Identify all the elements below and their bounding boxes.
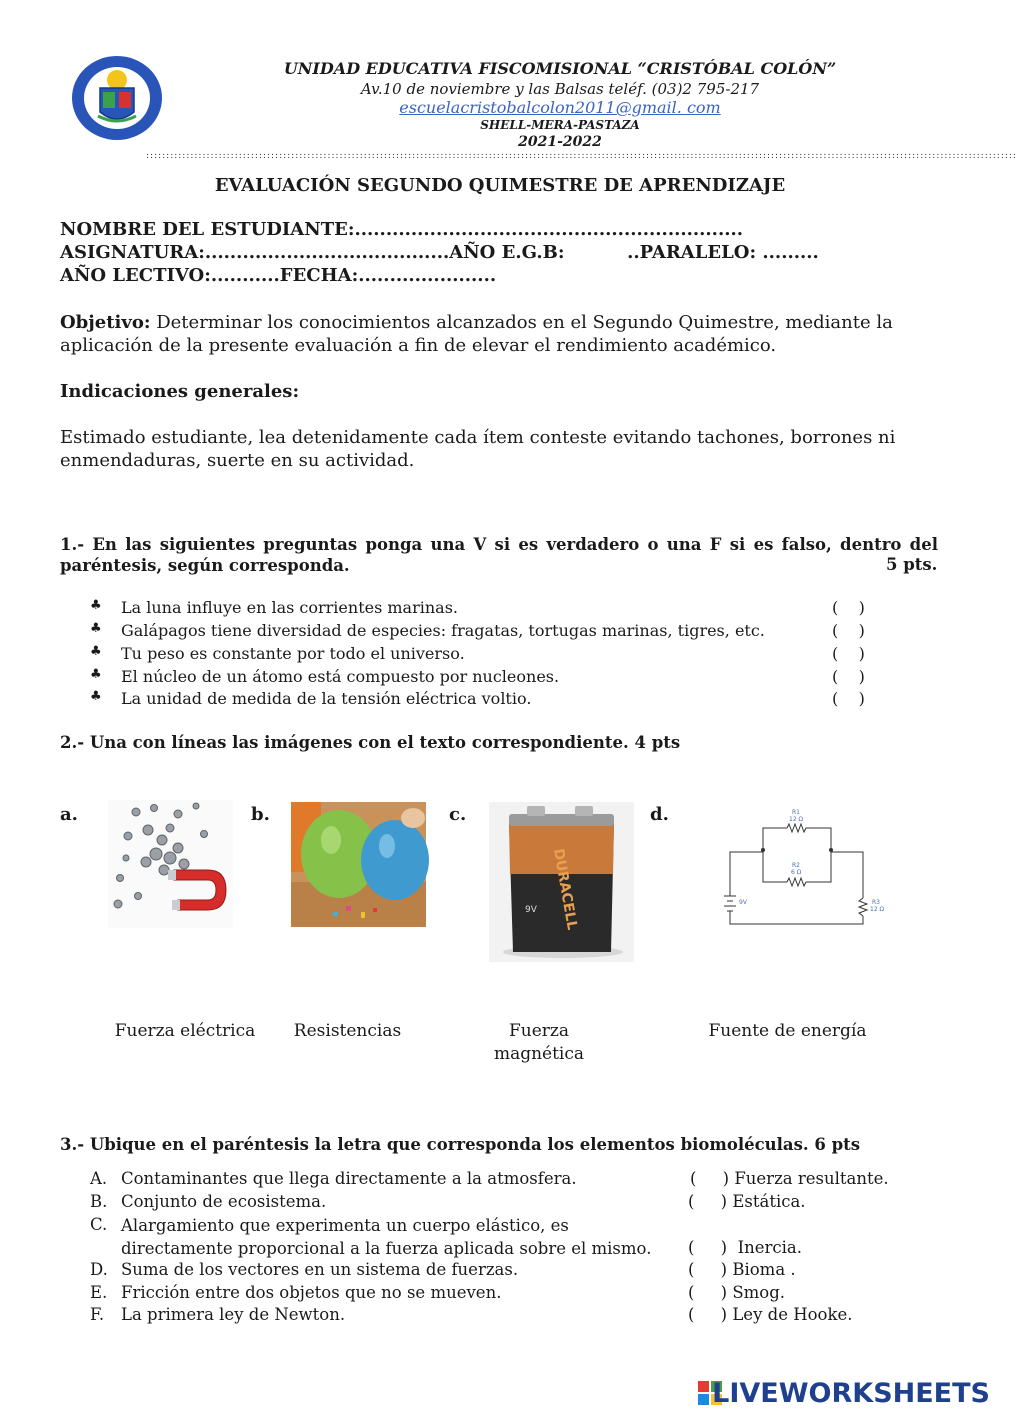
answer-box[interactable]: ( ) Fuerza resultante.	[690, 1169, 889, 1188]
label-fuerza-magnetica[interactable]: Fuerza magnética	[493, 1021, 585, 1064]
student-name-field[interactable]: NOMBRE DEL ESTUDIANTE:..............................................................	[60, 219, 744, 240]
answer-box[interactable]: ( ) Smog.	[688, 1283, 786, 1302]
image-letter-d: d.	[650, 804, 669, 825]
answer-box[interactable]: ( )	[832, 644, 865, 663]
club-bullet-icon: ♣	[90, 621, 102, 636]
circuit-r2-label: R2	[792, 862, 800, 869]
circuit-source-label: 9V	[739, 899, 747, 906]
list-item: ♣ La unidad de medida de la tensión eléctrica voltio. ( )	[90, 689, 865, 708]
school-name: UNIDAD EDUCATIVA FISCOMISIONAL “CRISTÓBAL COLÓN”	[283, 59, 837, 78]
circuit-r1-label: R1	[792, 809, 800, 816]
club-bullet-icon: ♣	[90, 689, 102, 704]
label-fuente-de-energia[interactable]: Fuente de energía	[708, 1021, 867, 1041]
school-logo	[70, 54, 164, 142]
circuit-r2-value: 6 Ω	[791, 869, 802, 876]
answer-box[interactable]: ( ) Ley de Hooke.	[688, 1305, 853, 1324]
label-fuerza-electrica[interactable]: Fuerza eléctrica	[114, 1021, 256, 1041]
list-item: ♣ La luna influye en las corrientes marinas. ( )	[90, 598, 865, 617]
battery-brand: DURACELL	[549, 847, 580, 932]
balloons-image[interactable]	[291, 802, 426, 927]
answer-box[interactable]: ( )	[832, 621, 865, 640]
club-bullet-icon: ♣	[90, 598, 102, 613]
list-item: F. La primera ley de Newton. ( ) Ley de Hooke.	[90, 1305, 853, 1324]
circuit-r1-value: 12 Ω	[789, 816, 804, 823]
answer-box[interactable]: ( ) Estática.	[688, 1192, 806, 1211]
list-item: ♣ Tu peso es constante por todo el universo. ( )	[90, 644, 865, 663]
q3-heading: 3.- Ubique en el paréntesis la letra que corresponda los elementos biomoléculas. 6 pts	[60, 1135, 861, 1154]
battery-image[interactable]	[489, 802, 634, 962]
q1-heading: 1.- En las siguientes preguntas ponga una V si es verdadero o una F si es falso, dentro del paréntesis, según corresponda.	[60, 535, 938, 575]
q2-heading: 2.- Una con líneas las imágenes con el texto correspondiente. 4 pts	[60, 733, 681, 752]
club-bullet-icon: ♣	[90, 667, 102, 682]
answer-box[interactable]: ( )	[832, 598, 865, 617]
list-item: E. Fricción entre dos objetos que no se mueven. ( ) Smog.	[90, 1283, 786, 1302]
school-location: SHELL-MERA-PASTAZA	[480, 118, 640, 132]
image-letter-b: b.	[251, 804, 270, 825]
objective	[60, 311, 940, 357]
objective-text: Determinar los conocimientos alcanzados en el Segundo Quimestre, mediante la aplicación de la presente evaluación a fin de elevar el rendimiento académico.	[60, 312, 893, 356]
magnet-image[interactable]	[108, 800, 233, 928]
circuit-image[interactable]	[715, 804, 890, 930]
school-year: 2021-2022	[518, 134, 602, 150]
answer-box[interactable]: ( )	[832, 667, 865, 686]
list-item: B. Conjunto de ecosistema. ( ) Estática.	[90, 1192, 806, 1211]
answer-box[interactable]: ( )	[832, 689, 865, 708]
image-letter-c: c.	[449, 804, 467, 825]
battery-voltage: 9V	[525, 905, 537, 915]
indications-text: Estimado estudiante, lea detenidamente cada ítem conteste evitando tachones, borrones ni enmendaduras, suerte en su actividad.	[60, 427, 896, 471]
indications-title: Indicaciones generales:	[60, 381, 300, 402]
answer-box[interactable]: ( ) Bioma .	[688, 1260, 796, 1279]
list-item: A. Contaminantes que llega directamente a la atmosfera. ( ) Fuerza resultante.	[90, 1169, 889, 1188]
watermark: LIVEWORKSHEETS	[712, 1378, 990, 1409]
list-item: C. Alargamiento que experimenta un cuerpo elástico, es directamente proporcional a la fuerza aplicada sobre el mismo. ( ) Inercia.	[90, 1215, 802, 1258]
circuit-r3-label: R3	[872, 899, 880, 906]
list-item: ♣ Galápagos tiene diversidad de especies: fragatas, tortugas marinas, tigres, etc. ( )	[90, 621, 865, 640]
page-title: EVALUACIÓN SEGUNDO QUIMESTRE DE APRENDIZAJE	[214, 175, 786, 196]
circuit-r3-value: 12 Ω	[870, 906, 885, 913]
label-resistencias[interactable]: Resistencias	[293, 1021, 402, 1041]
school-address: Av.10 de noviembre y las Balsas teléf. (03)2 795-217	[360, 80, 760, 98]
q1-points: 5 pts.	[886, 555, 938, 574]
answer-box[interactable]: ( ) Inercia.	[688, 1238, 802, 1257]
image-letter-a: a.	[60, 804, 78, 825]
club-bullet-icon: ♣	[90, 644, 102, 659]
objective-label: Objetivo:	[60, 312, 151, 333]
dotted-divider: ::::::::::::::::::::::::::::::::::::::::::::::::::::::::::::::::::::::::::::::::::::::::::::::::::::::::::::::::::::::::::::::::::::::::::::::::::::::::::::::::::::::::::::::::::::::::::::::::::::::::::::::::::::::::	[146, 151, 1017, 161]
subject-grade-field[interactable]: ASIGNATURA:.......................................AÑO E.G.B: ..PARALELO: .........	[60, 242, 819, 263]
year-date-field[interactable]: AÑO LECTIVO:...........FECHA:......................	[60, 265, 497, 286]
list-item: ♣ El núcleo de un átomo está compuesto por nucleones. ( )	[90, 667, 865, 686]
school-email-link[interactable]: escuelacristobalcolon2011@gmail. com	[399, 98, 721, 117]
list-item: D. Suma de los vectores en un sistema de fuerzas. ( ) Bioma .	[90, 1260, 796, 1279]
